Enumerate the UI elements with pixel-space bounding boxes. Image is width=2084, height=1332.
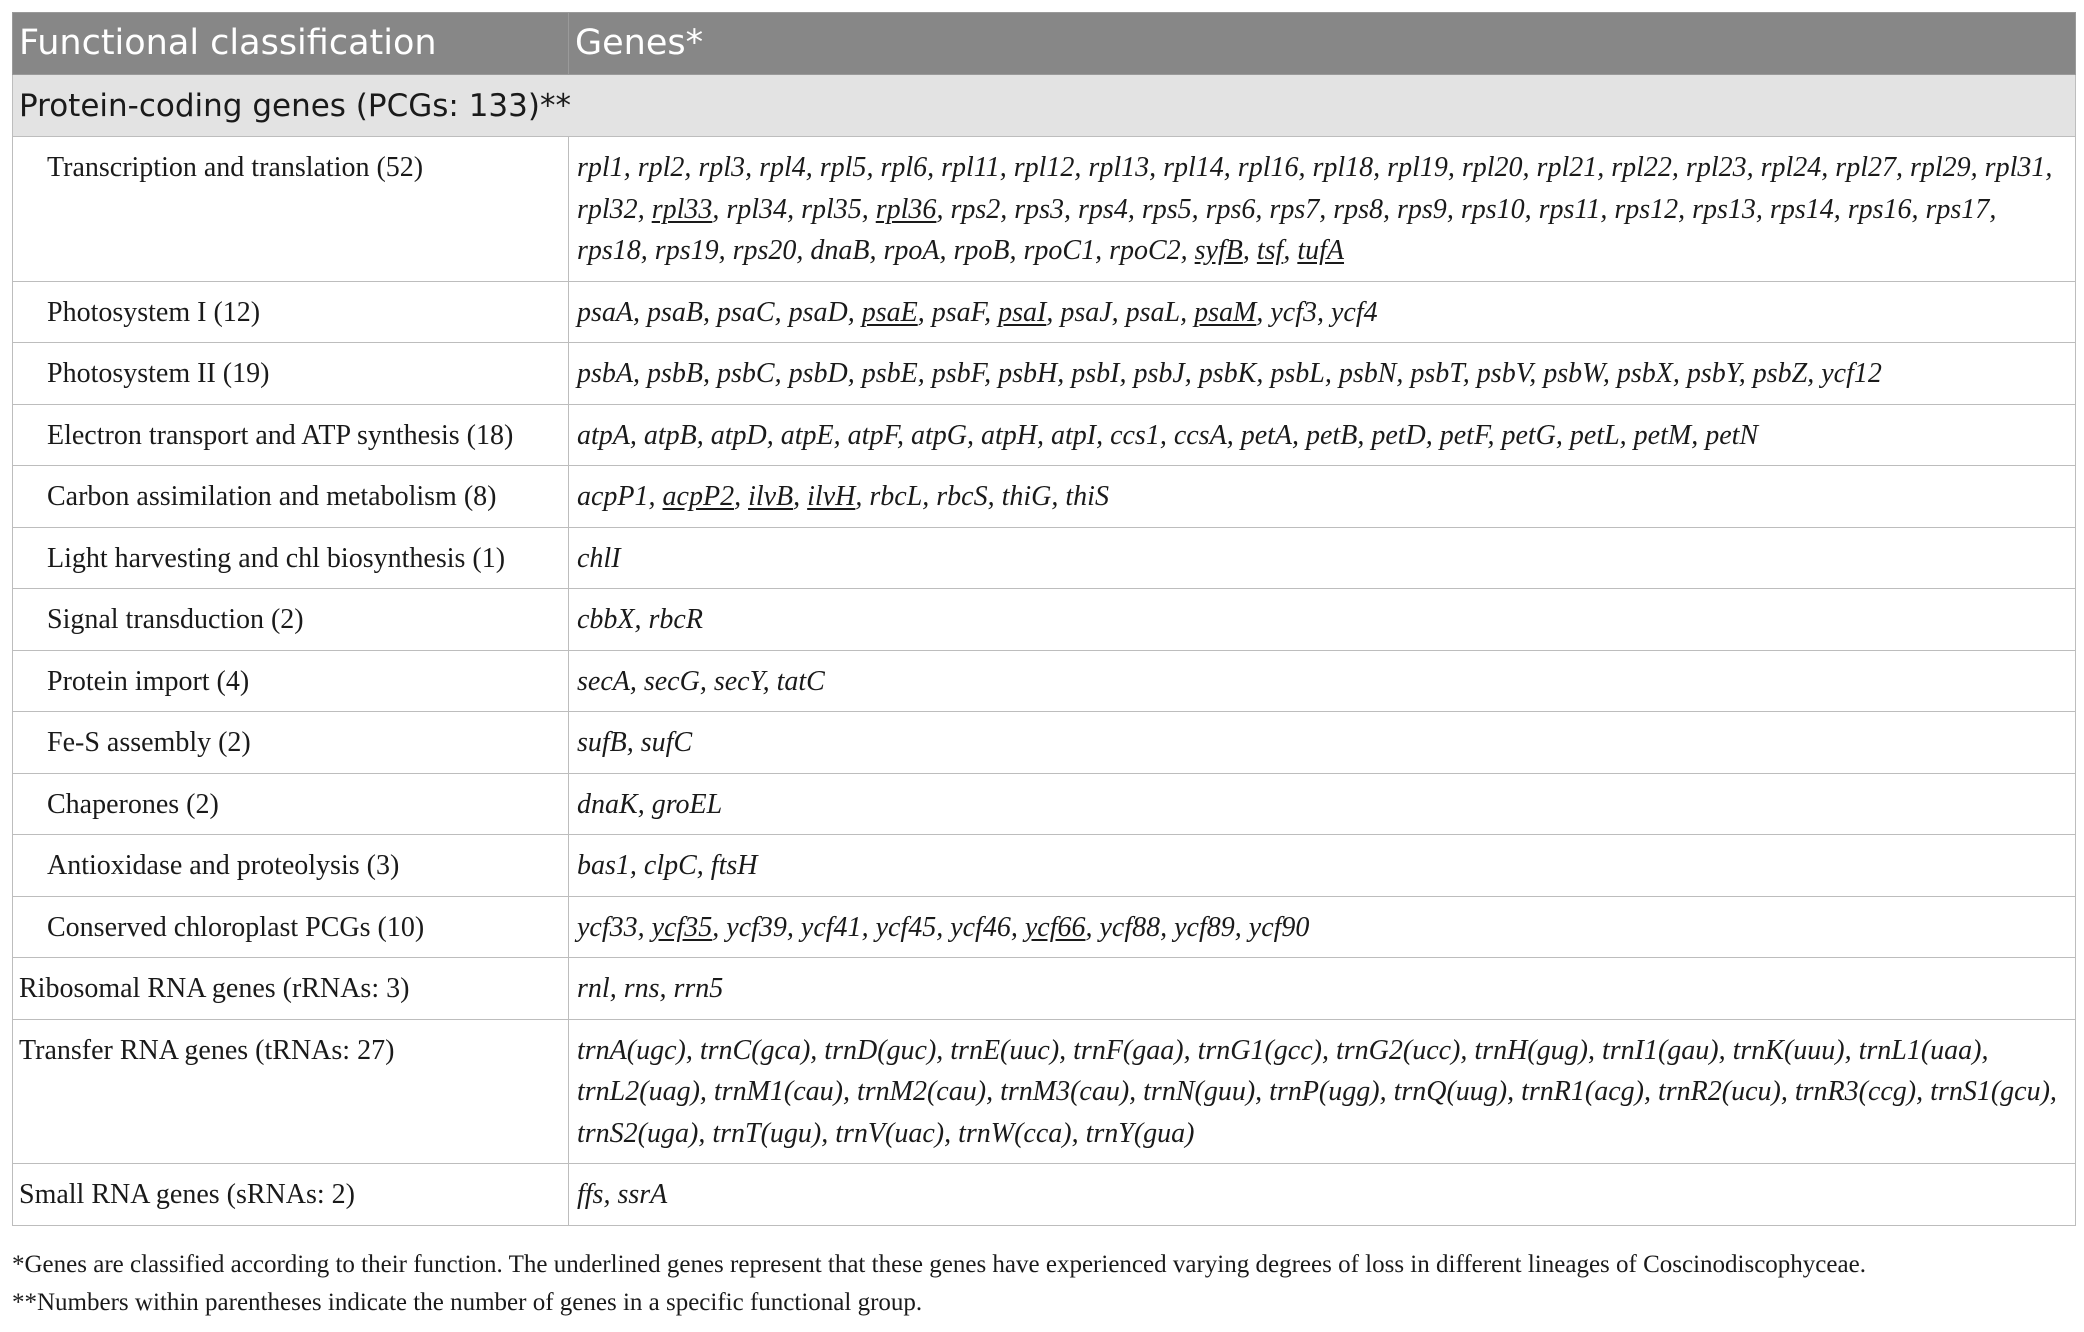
gene-name: psaJ: [1060, 296, 1112, 328]
gene-name: psbA: [577, 358, 633, 389]
gene-name: ccsA: [1173, 419, 1227, 451]
gene-name: secY: [713, 665, 763, 697]
gene-name: psbN: [1338, 358, 1397, 389]
gene-name: rps4: [1078, 193, 1128, 225]
gene-name-underlined: acpP2: [662, 481, 735, 512]
gene-name: rnl: [577, 973, 610, 1004]
gene-name: ftsH: [710, 850, 758, 881]
gene-name: trnK(uuu): [1732, 1034, 1845, 1066]
gene-name: psbB: [647, 358, 703, 389]
gene-name: ycf46: [950, 911, 1011, 943]
gene-name: rps9: [1397, 193, 1447, 225]
table-row: [13, 1019, 2076, 1164]
gene-name: bas1: [577, 850, 630, 881]
gene-name: rpoC2: [1109, 235, 1181, 266]
gene-name: rpoA: [883, 235, 940, 266]
genes-cell: trnA(ugc), trnC(gca), trnD(guc), trnE(uuc), trnF(gaa), trnG1(gcc), trnG2(ucc), trnH(gug), trnI1(gau), trnK(uuu), trnL1(uaa), trnL2(uag), trnM1(cau), trnM2(cau), trnM3(cau), trnN(guu), trnP(ugg), trnQ(uug), trnR1(acg), trnR2(ucu), trnR3(ccg), trnS1(gcu), trnS2(uga), trnT(ugu), trnV(uac), trnW(cca), trnY(gua): [569, 1019, 2076, 1164]
gene-name: trnD(guc): [824, 1034, 937, 1066]
gene-name: rpl5: [819, 152, 867, 183]
gene-name: acpP1: [577, 481, 649, 512]
gene-name-underlined: psaI: [998, 296, 1047, 328]
gene-name: trnG1(gcc): [1197, 1034, 1322, 1066]
gene-name: cbbX: [577, 604, 635, 635]
gene-classification-table-container: [12, 12, 2075, 1226]
gene-name: rpl24: [1760, 152, 1822, 183]
genes-cell: psbA, psbB, psbC, psbD, psbE, psbF, psbH, psbI, psbJ, psbK, psbL, psbN, psbT, psbV, psbW, psbX, psbY, psbZ, ycf12: [569, 343, 2076, 405]
gene-name: psbZ: [1752, 358, 1808, 389]
gene-name: ycf45: [875, 911, 937, 943]
gene-name: rpl6: [880, 152, 928, 183]
gene-name: ccs1: [1110, 419, 1160, 451]
category-cell: Protein import (4): [13, 650, 569, 712]
gene-name: atpH: [980, 419, 1037, 451]
gene-name: rpl13: [1088, 152, 1150, 183]
gene-name: rpl22: [1611, 152, 1672, 183]
gene-name: rps8: [1333, 193, 1384, 225]
gene-name: atpI: [1050, 419, 1097, 451]
gene-name: rpl11: [941, 152, 1000, 183]
gene-name: chlI: [577, 542, 621, 574]
gene-name: trnM3(cau): [1000, 1076, 1130, 1107]
gene-name: trnS1(gcu): [1930, 1076, 2050, 1107]
header-functional-classification: Functional classification: [13, 13, 569, 75]
category-cell: Chaperones (2): [13, 773, 569, 835]
gene-name: rpl35: [801, 193, 862, 225]
footnotes: [12, 1246, 2075, 1322]
gene-name: rns: [623, 973, 660, 1004]
gene-name: rps16: [1847, 193, 1912, 225]
gene-name: trnV(uac): [835, 1117, 945, 1149]
gene-name: psbT: [1410, 358, 1463, 389]
gene-name: psbH: [998, 358, 1058, 389]
gene-name: psaA: [577, 296, 633, 328]
genes-cell: rpl1, rpl2, rpl3, rpl4, rpl5, rpl6, rpl11, rpl12, rpl13, rpl14, rpl16, rpl18, rpl19, rpl20, rpl21, rpl22, rpl23, rpl24, rpl27, rpl29, rpl31, rpl32, rpl33, rpl34, rpl35, rpl36, rps2, rps3, rps4, rps5, rps6, rps7, rps8, rps9, rps10, rps11, rps12, rps13, rps14, rps16, rps17, rps18, rps19, rps20, dnaB, rpoA, rpoB, rpoC1, rpoC2, syfB, tsf, tufA: [569, 137, 2076, 282]
gene-name: rpl19: [1387, 152, 1448, 183]
gene-name: trnE(uuc): [950, 1034, 1060, 1066]
gene-name: petM: [1633, 419, 1692, 451]
gene-name: psbC: [717, 358, 775, 389]
genes-cell: cbbX, rbcR: [569, 589, 2076, 651]
category-cell: Conserved chloroplast PCGs (10): [13, 896, 569, 958]
gene-name: rps3: [1014, 193, 1065, 225]
gene-name-underlined: rpl36: [875, 193, 937, 225]
gene-name: psbD: [788, 358, 848, 389]
gene-name: rpl16: [1237, 152, 1299, 183]
table-row: [13, 958, 2076, 1020]
gene-name: trnR2(ucu): [1657, 1076, 1781, 1107]
gene-name: rpoB: [953, 235, 1010, 266]
gene-name: petD: [1371, 419, 1426, 451]
gene-name: trnG2(ucc): [1335, 1034, 1461, 1066]
gene-name: rps13: [1692, 193, 1756, 225]
gene-name: sufC: [640, 727, 693, 758]
category-cell: Small RNA genes (sRNAs: 2): [13, 1164, 569, 1226]
gene-name: rbcR: [648, 604, 703, 635]
gene-name: rps7: [1269, 193, 1320, 225]
table-row: [13, 773, 2076, 835]
category-cell: Electron transport and ATP synthesis (18): [13, 404, 569, 466]
gene-name: trnR3(ccg): [1794, 1076, 1917, 1107]
gene-name: ycf90: [1248, 911, 1310, 943]
category-cell: Transcription and translation (52): [13, 137, 569, 282]
gene-name: rps14: [1769, 193, 1834, 225]
gene-name-underlined: rpl33: [651, 193, 713, 225]
genes-cell: acpP1, acpP2, ilvB, ilvH, rbcL, rbcS, thiG, thiS: [569, 466, 2076, 528]
gene-name: ycf33: [577, 911, 638, 943]
gene-name: ssrA: [617, 1179, 668, 1210]
table-row: [13, 589, 2076, 651]
gene-name: rps10: [1460, 193, 1525, 225]
table-row: [13, 343, 2076, 405]
gene-name: rpl3: [698, 152, 746, 183]
header-genes: Genes*: [569, 13, 2076, 75]
gene-name: psaL: [1125, 296, 1181, 328]
gene-name: trnQ(uug): [1393, 1076, 1508, 1107]
gene-name: secA: [577, 665, 630, 697]
gene-name-underlined: psaM: [1194, 296, 1257, 328]
gene-name: ffs: [577, 1179, 604, 1210]
section-row-protein-coding: [13, 75, 2076, 137]
gene-name: rps12: [1614, 193, 1679, 225]
gene-name-underlined: ilvB: [748, 481, 794, 512]
gene-name: trnW(cca): [958, 1117, 1072, 1149]
genes-cell: secA, secG, secY, tatC: [569, 650, 2076, 712]
gene-name: trnL2(uag): [577, 1076, 700, 1107]
gene-name: rps5: [1141, 193, 1192, 225]
gene-name: trnL1(uaa): [1858, 1034, 1982, 1066]
table-row: [13, 137, 2076, 282]
genes-cell: psaA, psaB, psaC, psaD, psaE, psaF, psaI, psaJ, psaL, psaM, ycf3, ycf4: [569, 281, 2076, 343]
gene-name: psbW: [1543, 358, 1603, 389]
section-title: Protein-coding genes (PCGs: 133)**: [13, 75, 2076, 137]
genes-cell: rnl, rns, rrn5: [569, 958, 2076, 1020]
gene-name: trnA(ugc): [577, 1034, 686, 1066]
gene-name: thiG: [1001, 481, 1052, 512]
gene-name: psbY: [1686, 358, 1739, 389]
gene-name: trnM1(cau): [713, 1076, 843, 1107]
gene-name: atpE: [780, 419, 834, 451]
gene-name: rps19: [654, 235, 719, 266]
table-row: [13, 466, 2076, 528]
gene-name: rpl1: [577, 152, 624, 183]
gene-name: psaC: [717, 296, 775, 328]
gene-name: ycf3: [1270, 296, 1317, 328]
category-cell: Antioxidase and proteolysis (3): [13, 835, 569, 897]
gene-name: psbI: [1071, 358, 1120, 389]
gene-name: rps17: [1925, 193, 1990, 225]
footnote-numbers: **Numbers within parentheses indicate the number of genes in a specific functional group.: [12, 1289, 923, 1316]
gene-name: secG: [643, 665, 700, 697]
gene-name: psaD: [788, 296, 848, 328]
gene-name: petL: [1569, 419, 1620, 451]
table-body: [13, 75, 2076, 1226]
gene-name: rpl34: [726, 193, 788, 225]
gene-name: trnT(ugu): [712, 1117, 822, 1149]
gene-name: ycf41: [800, 911, 862, 943]
category-cell: Ribosomal RNA genes (rRNAs: 3): [13, 958, 569, 1020]
gene-name: psaB: [647, 296, 703, 328]
gene-name: rps2: [950, 193, 1001, 225]
gene-name: rps11: [1538, 193, 1601, 225]
gene-name: petN: [1705, 419, 1759, 451]
gene-name: trnH(gug): [1474, 1034, 1588, 1066]
category-cell: Photosystem II (19): [13, 343, 569, 405]
table-row: [13, 281, 2076, 343]
gene-name: trnP(ugg): [1269, 1076, 1380, 1107]
gene-name: ycf89: [1174, 911, 1235, 943]
gene-name: ycf12: [1821, 358, 1882, 389]
gene-name: trnF(gaa): [1073, 1034, 1184, 1066]
gene-name: petF: [1439, 419, 1488, 451]
table-header-row: [13, 13, 2076, 75]
gene-name: clpC: [643, 850, 697, 881]
gene-name: sufB: [577, 727, 627, 758]
gene-name: trnN(guu): [1143, 1076, 1256, 1107]
gene-name: rrn5: [673, 973, 724, 1004]
gene-name: trnR1(acg): [1521, 1076, 1644, 1107]
footnote-genes: *Genes are classified according to their function. The underlined genes represent that these genes have experienced varying degrees of loss in different lineages of Coscinodiscophyceae.: [12, 1251, 1866, 1278]
gene-name: trnS2(uga): [577, 1117, 699, 1149]
gene-name: rpl4: [759, 152, 806, 183]
category-cell: Light harvesting and chl biosynthesis (1): [13, 527, 569, 589]
gene-name: psaF: [931, 296, 985, 328]
gene-name: trnI1(gau): [1601, 1034, 1719, 1066]
gene-name: tatC: [776, 665, 825, 697]
gene-name: rpl2: [637, 152, 685, 183]
gene-name: psbL: [1270, 358, 1325, 389]
gene-name: atpB: [643, 419, 697, 451]
genes-cell: ycf33, ycf35, ycf39, ycf41, ycf45, ycf46, ycf66, ycf88, ycf89, ycf90: [569, 896, 2076, 958]
table-row: [13, 896, 2076, 958]
genes-cell: dnaK, groEL: [569, 773, 2076, 835]
gene-name: psbE: [861, 358, 918, 389]
genes-cell: sufB, sufC: [569, 712, 2076, 774]
table-row: [13, 404, 2076, 466]
gene-name: rpl18: [1312, 152, 1374, 183]
gene-name-underlined: psaE: [861, 296, 918, 328]
gene-name: rpl27: [1835, 152, 1896, 183]
category-cell: Transfer RNA genes (tRNAs: 27): [13, 1019, 569, 1164]
gene-name: psbF: [931, 358, 985, 389]
gene-name: rbcL: [869, 481, 923, 512]
gene-name: psbJ: [1133, 358, 1185, 389]
gene-name-underlined: tufA: [1297, 235, 1345, 266]
category-cell: Photosystem I (12): [13, 281, 569, 343]
gene-name: dnaK: [577, 788, 638, 820]
gene-name: trnY(gua): [1085, 1117, 1195, 1149]
genes-cell: bas1, clpC, ftsH: [569, 835, 2076, 897]
gene-classification-table: [12, 12, 2076, 1226]
table-row: [13, 712, 2076, 774]
gene-name: psbV: [1476, 358, 1530, 389]
gene-name: rpl31: [1984, 152, 2046, 183]
gene-name: atpF: [847, 419, 897, 451]
gene-name: thiS: [1065, 481, 1109, 512]
gene-name-underlined: ycf35: [651, 911, 713, 943]
table-row: [13, 527, 2076, 589]
gene-name: rpl23: [1685, 152, 1747, 183]
gene-name: rpoC1: [1023, 235, 1096, 266]
gene-name: rpl21: [1536, 152, 1598, 183]
gene-name: petG: [1501, 419, 1556, 451]
gene-name: rpl32: [577, 193, 638, 225]
gene-name: psbK: [1198, 358, 1257, 389]
gene-name: rpl14: [1163, 152, 1224, 183]
gene-name: rps18: [577, 235, 641, 266]
table-row: [13, 650, 2076, 712]
gene-name: ycf88: [1099, 911, 1161, 943]
gene-name: rpl12: [1013, 152, 1075, 183]
category-cell: Fe-S assembly (2): [13, 712, 569, 774]
gene-name: petB: [1306, 419, 1358, 451]
gene-name: ycf4: [1331, 296, 1378, 328]
category-cell: Signal transduction (2): [13, 589, 569, 651]
table-row: [13, 1164, 2076, 1226]
gene-name: rpl20: [1461, 152, 1523, 183]
genes-cell: ffs, ssrA: [569, 1164, 2076, 1226]
gene-name: atpA: [577, 419, 630, 451]
gene-name: groEL: [651, 788, 723, 820]
gene-name-underlined: ycf66: [1024, 911, 1086, 943]
gene-name-underlined: ilvH: [807, 481, 856, 512]
gene-name: trnM2(cau): [856, 1076, 987, 1107]
category-cell: Carbon assimilation and metabolism (8): [13, 466, 569, 528]
genes-cell: atpA, atpB, atpD, atpE, atpF, atpG, atpH, atpI, ccs1, ccsA, petA, petB, petD, petF, petG, petL, petM, petN: [569, 404, 2076, 466]
gene-name: dnaB: [810, 235, 870, 266]
gene-name: rbcS: [936, 481, 988, 512]
gene-name: atpG: [910, 419, 967, 451]
gene-name: psbX: [1616, 358, 1673, 389]
gene-name: trnC(gca): [699, 1034, 811, 1066]
gene-name-underlined: syfB: [1194, 235, 1243, 266]
gene-name: rps20: [732, 235, 797, 266]
gene-name-underlined: tsf: [1256, 235, 1284, 266]
gene-name: rpl29: [1909, 152, 1971, 183]
gene-name: ycf39: [726, 911, 787, 943]
gene-name: petA: [1240, 419, 1292, 451]
genes-cell: [569, 527, 2076, 589]
gene-name: rps6: [1205, 193, 1256, 225]
gene-name: atpD: [710, 419, 767, 451]
table-row: [13, 835, 2076, 897]
